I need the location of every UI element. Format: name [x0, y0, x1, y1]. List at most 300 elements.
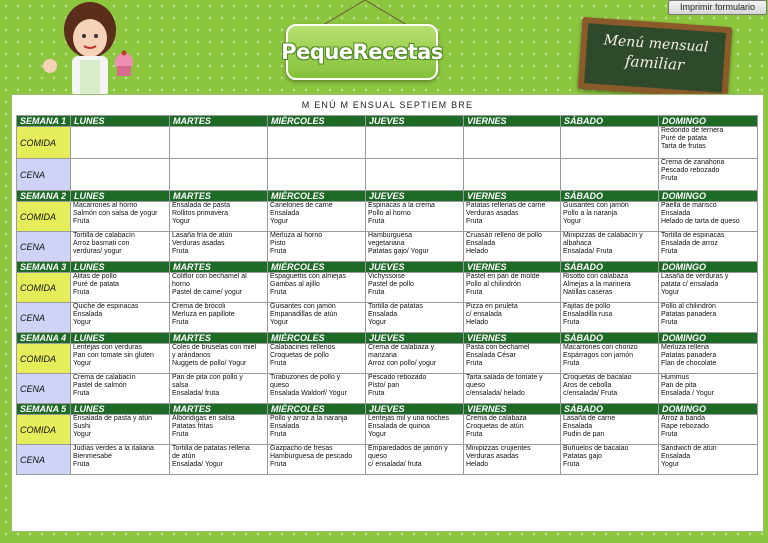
dish-line: Merluza al horno: [270, 232, 323, 239]
dish-line: Pan con tomate sin gluten: [73, 352, 154, 359]
dish-line: Yogur: [73, 360, 92, 367]
dish-line: Pescado rebozado: [368, 374, 427, 381]
dish-line: Flan de chocolate: [661, 360, 717, 367]
menu-cell[interactable]: [170, 127, 268, 159]
menu-cell[interactable]: [561, 159, 659, 191]
menu-cell[interactable]: [71, 159, 170, 191]
dish-line: Crema de brócoli: [172, 303, 226, 310]
week-label: SEMANA 1: [17, 116, 71, 127]
dish-line: Helado: [466, 319, 489, 326]
menu-cell[interactable]: [464, 202, 561, 232]
dish-line: Fruta: [661, 248, 678, 255]
dish-line: c/ensalada/ Fruta: [563, 390, 618, 397]
dish-line: manzana: [368, 352, 397, 359]
dish-line: Fruta: [270, 248, 287, 255]
dish-line: Fruta: [270, 431, 287, 438]
dish-line: queso: [368, 453, 388, 460]
menu-cell[interactable]: [366, 232, 464, 262]
dish-line: Crema de calabacín: [73, 374, 136, 381]
menu-cell[interactable]: [464, 159, 561, 191]
dish-line: Bienmesabe: [73, 453, 112, 460]
week-header-row: [17, 404, 758, 415]
week-header-row: [17, 262, 758, 273]
dish-line: Fruta: [563, 360, 580, 367]
menu-cell[interactable]: [170, 445, 268, 475]
dish-line: Ensalada/ Fruta: [563, 248, 613, 255]
dish-line: Arroz basmati con: [73, 240, 130, 247]
menu-cell[interactable]: [366, 202, 464, 232]
dish-line: Yogur: [661, 289, 680, 296]
dish-line: Crema de calabaza: [466, 415, 527, 422]
day-header: LUNES: [71, 262, 170, 273]
dish-line: Ensalada: [368, 311, 398, 318]
dish-line: Cruasán relleno de pollo: [466, 232, 542, 239]
dish-line: Tarta salada de tomate y: [466, 374, 543, 381]
dish-line: Vichyssoise: [368, 273, 405, 280]
menu-cell[interactable]: [71, 232, 170, 262]
dish-line: c/ ensalada: [466, 311, 502, 318]
dish-line: Empanadillas de atún: [270, 311, 338, 318]
menu-cell[interactable]: [464, 273, 561, 303]
day-header: JUEVES: [366, 191, 464, 202]
dish-line: Pescado rebozado: [661, 167, 720, 174]
menu-cell[interactable]: [659, 159, 758, 191]
dish-line: Ensaladilla rusa: [563, 311, 613, 318]
dish-line: Lentejas mil y una noches: [368, 415, 449, 422]
day-header: VIERNES: [464, 333, 561, 344]
menu-cell[interactable]: [170, 344, 268, 374]
menu-cell[interactable]: [170, 374, 268, 404]
dish-line: Natillas caseras: [563, 289, 613, 296]
menu-cell[interactable]: [366, 303, 464, 333]
logo-text: PequeRecetas: [281, 40, 443, 64]
dish-line: y arándanos: [172, 352, 211, 359]
dish-line: Ensalada Waldorf/ Yogur: [270, 390, 347, 397]
dish-line: Rollitos primavera: [172, 210, 229, 217]
menu-cell[interactable]: [464, 303, 561, 333]
dish-line: Ensalada de arroz: [661, 240, 718, 247]
menu-cell[interactable]: [71, 374, 170, 404]
dish-line: Fruta: [73, 461, 90, 468]
dish-line: Patatas panadera: [661, 352, 717, 359]
dish-line: queso: [466, 382, 486, 389]
dish-line: Lentejas con verduras: [73, 344, 142, 351]
menu-cell[interactable]: [170, 303, 268, 333]
dish-line: Croquetas de bacalao: [563, 374, 632, 381]
dish-line: Merluza rellena: [661, 344, 709, 351]
dish-line: Pisto/ pan: [368, 382, 400, 389]
menu-cell[interactable]: [561, 202, 659, 232]
dish-line: Pollo a la naranja: [563, 210, 618, 217]
dish-line: Yogur: [73, 431, 92, 438]
dish-line: Yogur: [270, 218, 289, 225]
dish-line: Tortilla de espinacas: [661, 232, 725, 239]
dish-line: Ensalada / Yogur: [661, 390, 714, 397]
dish-line: Ensalada: [661, 210, 691, 217]
dish-line: Pan de pita con pollo y: [172, 374, 243, 381]
menu-cell[interactable]: [366, 445, 464, 475]
dish-line: Puré de patata: [661, 135, 707, 142]
dish-line: Arroz con pollo/ yogur: [368, 360, 437, 367]
lunch-row: [17, 273, 758, 303]
dish-line: Fruta: [172, 431, 189, 438]
dish-line: Fruta: [466, 289, 483, 296]
week-label: SEMANA 5: [17, 404, 71, 415]
dish-line: Gazpacho de fresas: [270, 445, 333, 452]
dish-line: patata c/ ensalada: [661, 281, 719, 288]
dish-line: Ensalada/ Yogur: [172, 461, 223, 468]
menu-cell[interactable]: [268, 445, 366, 475]
day-header: JUEVES: [366, 333, 464, 344]
day-header: LUNES: [71, 191, 170, 202]
dish-line: Fajitas de pollo: [563, 303, 611, 310]
dish-line: Pastel de salmón: [73, 382, 127, 389]
dish-line: Fruta: [661, 175, 678, 182]
day-header: VIERNES: [464, 404, 561, 415]
week-label: SEMANA 4: [17, 333, 71, 344]
dish-line: Tortilla de patatas: [368, 303, 423, 310]
dish-line: Fruta: [172, 248, 189, 255]
menu-cell[interactable]: [366, 344, 464, 374]
dinner-row: [17, 374, 758, 404]
chef-illustration: [28, 0, 148, 97]
day-header: SÁBADO: [561, 404, 659, 415]
day-header: VIERNES: [464, 116, 561, 127]
dish-line: Macarrones al horno: [73, 202, 138, 209]
dish-line: Ensalada: [270, 210, 300, 217]
menu-cell[interactable]: [366, 374, 464, 404]
dish-line: Helado: [466, 248, 489, 255]
menu-cell[interactable]: [464, 232, 561, 262]
menu-cell[interactable]: [561, 127, 659, 159]
menu-cell[interactable]: [659, 303, 758, 333]
dish-line: Espárragos con jamón: [563, 352, 634, 359]
dish-line: Ensalada de quinoa: [368, 423, 430, 430]
lunch-row: [17, 202, 758, 232]
dish-line: Patatas fritas: [172, 423, 213, 430]
week-label: SEMANA 3: [17, 262, 71, 273]
dish-line: horno: [172, 281, 190, 288]
menu-cell[interactable]: [659, 273, 758, 303]
dish-line: Albóndigas en salsa: [172, 415, 235, 422]
dish-line: Hamburguesa de pescado: [270, 453, 353, 460]
dish-line: Yogur: [73, 319, 92, 326]
dish-line: vegetariana: [368, 240, 405, 247]
dish-line: Hummus: [661, 374, 690, 381]
dish-line: Alitas de pollo: [73, 273, 117, 280]
day-header: DOMINGO: [659, 333, 758, 344]
dish-line: verduras/ yogur: [73, 248, 122, 255]
dish-line: Sándwich de atún: [661, 445, 717, 452]
menu-cell[interactable]: [366, 415, 464, 445]
dish-line: Ensalada: [466, 240, 496, 247]
day-header: LUNES: [71, 116, 170, 127]
menu-cell[interactable]: [659, 232, 758, 262]
dish-line: Yogur: [270, 319, 289, 326]
day-header: DOMINGO: [659, 262, 758, 273]
dinner-row-label: CENA: [17, 374, 71, 404]
week-header-row: [17, 333, 758, 344]
menu-cell[interactable]: [71, 344, 170, 374]
dish-line: Sushi: [73, 423, 91, 430]
day-header: SÁBADO: [561, 333, 659, 344]
monthly-menu-table: [16, 115, 758, 475]
menu-cell[interactable]: [659, 202, 758, 232]
dish-line: Guisantes con jamón: [270, 303, 336, 310]
lunch-row: [17, 344, 758, 374]
day-header: DOMINGO: [659, 116, 758, 127]
dish-line: Rape rebozado: [661, 423, 709, 430]
dish-line: Patatas gajo/ Yogur: [368, 248, 429, 255]
menu-cell[interactable]: [268, 202, 366, 232]
menu-cell[interactable]: [464, 445, 561, 475]
print-form-button[interactable]: Imprimir formulario: [668, 0, 767, 15]
day-header: MARTES: [170, 116, 268, 127]
dish-line: Crema de calabaza y: [368, 344, 435, 351]
dish-line: Aros de cebolla: [563, 382, 612, 389]
menu-cell[interactable]: [170, 273, 268, 303]
menu-cell[interactable]: [561, 344, 659, 374]
dish-line: albahaca: [563, 240, 592, 247]
menu-cell[interactable]: [268, 415, 366, 445]
blackboard-line-2: familiar: [624, 51, 685, 75]
day-header: MIÉRCOLES: [268, 262, 366, 273]
dish-line: Helado de tarta de queso: [661, 218, 740, 225]
dish-line: Pastel de carne/ yogur: [172, 289, 243, 296]
dish-line: Fruta: [368, 289, 385, 296]
menu-cell[interactable]: [366, 127, 464, 159]
dish-line: Macarrones con chorizo: [563, 344, 638, 351]
menu-cell[interactable]: [170, 415, 268, 445]
day-header: LUNES: [71, 404, 170, 415]
dish-line: Fruta: [563, 461, 580, 468]
dish-line: Ensalada/ fruta: [172, 390, 220, 397]
dish-line: Salmón con salsa de yogur: [73, 210, 158, 217]
dish-line: Yogur: [368, 431, 387, 438]
dish-line: Patatas panadera: [661, 311, 717, 318]
dish-line: Fruta: [270, 360, 287, 367]
dish-line: Patatas rellenas de carne: [466, 202, 546, 209]
menu-cell[interactable]: [71, 127, 170, 159]
dish-line: Coliflor con bechamel al: [172, 273, 247, 280]
dish-line: Buñuelos de bacalao: [563, 445, 629, 452]
dish-line: Espaguettis con almejas: [270, 273, 346, 280]
lunch-row-label: COMIDA: [17, 127, 71, 159]
dish-line: Lasaña de verduras y: [661, 273, 729, 280]
menu-blackboard-sign: [578, 17, 733, 99]
dish-line: Paella de marisco: [661, 202, 717, 209]
dinner-row-label: CENA: [17, 232, 71, 262]
menu-cell[interactable]: [659, 127, 758, 159]
menu-cell[interactable]: [659, 445, 758, 475]
dish-line: Fruta: [661, 319, 678, 326]
dish-line: Pisto: [270, 240, 286, 247]
lunch-row-label: COMIDA: [17, 202, 71, 232]
dish-line: Fruta: [466, 360, 483, 367]
dinner-row: [17, 232, 758, 262]
dinner-row-label: CENA: [17, 159, 71, 191]
menu-cell[interactable]: [561, 303, 659, 333]
dish-line: Ensalada: [270, 423, 300, 430]
dish-line: de atún: [172, 453, 196, 460]
dish-line: Verduras asadas: [466, 210, 519, 217]
menu-cell[interactable]: [561, 445, 659, 475]
day-header: SÁBADO: [561, 116, 659, 127]
dinner-row-label: CENA: [17, 303, 71, 333]
dish-line: Judías verdes a la italiana: [73, 445, 154, 452]
dish-line: Hamburguesa: [368, 232, 412, 239]
dish-line: Tarta de frutas: [661, 143, 706, 150]
week-header-row: [17, 116, 758, 127]
dish-line: Pudin de pan: [563, 431, 605, 438]
menu-cell[interactable]: [268, 232, 366, 262]
day-header: MARTES: [170, 404, 268, 415]
menu-cell[interactable]: [268, 303, 366, 333]
dish-line: Yogur: [661, 461, 680, 468]
dish-line: Fruta: [368, 390, 385, 397]
menu-cell[interactable]: [268, 344, 366, 374]
menu-cell[interactable]: [71, 273, 170, 303]
dish-line: Crema de zanahoria: [661, 159, 725, 166]
menu-cell[interactable]: [71, 415, 170, 445]
menu-cell[interactable]: [561, 232, 659, 262]
menu-cell[interactable]: [659, 344, 758, 374]
dish-line: c/ensalada/ helado: [466, 390, 525, 397]
dish-line: Yogur: [563, 218, 582, 225]
day-header: MIÉRCOLES: [268, 191, 366, 202]
dish-line: Ensalada de pasta: [172, 202, 230, 209]
dish-line: Pollo y arroz a la naranja: [270, 415, 348, 422]
menu-cell[interactable]: [561, 273, 659, 303]
menu-cell[interactable]: [659, 374, 758, 404]
dish-line: c/ ensalada/ fruta: [368, 461, 422, 468]
menu-cell[interactable]: [464, 415, 561, 445]
blackboard-line-1: Menú mensual: [603, 32, 709, 56]
week-header-row: [17, 191, 758, 202]
day-header: JUEVES: [366, 116, 464, 127]
menu-cell[interactable]: [464, 344, 561, 374]
dish-line: Fruta: [270, 289, 287, 296]
dish-line: Espinacas a la crema: [368, 202, 435, 209]
dish-line: Pastel de pollo: [368, 281, 414, 288]
dish-line: Pasta con bechamel: [466, 344, 530, 351]
menu-title: M ENÚ M ENSUAL SEPTIEM BRE: [301, 100, 474, 110]
menu-cell[interactable]: [170, 232, 268, 262]
day-header: MIÉRCOLES: [268, 333, 366, 344]
dish-line: Tortilla de patatas rellena: [172, 445, 250, 452]
dish-line: Calabacines rellenos: [270, 344, 335, 351]
dish-line: Arroz a banda: [661, 415, 705, 422]
dish-line: Fruta: [368, 218, 385, 225]
dish-line: Fruta: [661, 431, 678, 438]
day-header: DOMINGO: [659, 404, 758, 415]
dish-line: Fruta: [466, 218, 483, 225]
menu-cell[interactable]: [268, 273, 366, 303]
menu-cell[interactable]: [659, 415, 758, 445]
dish-line: Almejas a la marinera: [563, 281, 631, 288]
day-header: JUEVES: [366, 404, 464, 415]
dish-line: Croquetas de pollo: [270, 352, 329, 359]
dish-line: Lasaña fría de atún: [172, 232, 233, 239]
day-header: SÁBADO: [561, 191, 659, 202]
day-header: MIÉRCOLES: [268, 404, 366, 415]
menu-cell[interactable]: [366, 159, 464, 191]
dinner-row: [17, 159, 758, 191]
dish-line: Fruta: [73, 218, 90, 225]
dish-line: Pollo al horno: [368, 210, 411, 217]
dish-line: Guisantes con jamón: [563, 202, 629, 209]
dish-line: Pan de pita: [661, 382, 697, 389]
day-header: VIERNES: [464, 262, 561, 273]
dish-line: Gambas al ajillo: [270, 281, 320, 288]
menu-cell[interactable]: [464, 127, 561, 159]
menu-form-panel: [11, 94, 764, 532]
dinner-row-label: CENA: [17, 445, 71, 475]
day-header: DOMINGO: [659, 191, 758, 202]
dish-line: Pastel en pan de molde: [466, 273, 540, 280]
menu-cell[interactable]: [561, 374, 659, 404]
dish-line: Minipizzas de calabacín y: [563, 232, 643, 239]
dish-line: Ensalada: [73, 311, 103, 318]
dinner-row: [17, 303, 758, 333]
menu-cell[interactable]: [464, 374, 561, 404]
dish-line: Fruta: [563, 319, 580, 326]
day-header: VIERNES: [464, 191, 561, 202]
dish-line: Nuggets de pollo/ Yogur: [172, 360, 247, 367]
dish-line: Fruta: [466, 431, 483, 438]
dish-line: Pollo al chilindrón: [661, 303, 716, 310]
dish-line: Fruta: [270, 461, 287, 468]
day-header: JUEVES: [366, 262, 464, 273]
dish-line: Verduras asadas: [466, 453, 519, 460]
dish-line: Ensalada de pasta y atún: [73, 415, 153, 422]
menu-cell[interactable]: [366, 273, 464, 303]
day-header: MARTES: [170, 333, 268, 344]
dish-line: Minipizzas crujientes: [466, 445, 531, 452]
menu-cell[interactable]: [71, 303, 170, 333]
menu-cell[interactable]: [268, 159, 366, 191]
day-header: MARTES: [170, 191, 268, 202]
day-header: MARTES: [170, 262, 268, 273]
week-label: SEMANA 2: [17, 191, 71, 202]
dish-line: Redondo de ternera: [661, 127, 724, 134]
dish-line: Fruta: [73, 390, 90, 397]
dish-line: Risotto con calabaza: [563, 273, 628, 280]
lunch-row-label: COMIDA: [17, 415, 71, 445]
dish-line: Patatas gajo: [563, 453, 602, 460]
lunch-row-label: COMIDA: [17, 344, 71, 374]
menu-cell[interactable]: [71, 202, 170, 232]
dish-line: Emparedados de jamón y: [368, 445, 448, 452]
dish-line: Coles de bruselas con miel: [172, 344, 257, 351]
dish-line: Pollo al chilindrón: [466, 281, 521, 288]
dish-line: Ensalada: [661, 453, 691, 460]
day-header: MIÉRCOLES: [268, 116, 366, 127]
dish-line: salsa: [172, 382, 189, 389]
menu-cell[interactable]: [71, 445, 170, 475]
site-logo[interactable]: [281, 24, 443, 80]
menu-cell[interactable]: [170, 159, 268, 191]
menu-cell[interactable]: [268, 374, 366, 404]
dish-line: Helado: [466, 461, 489, 468]
day-header: LUNES: [71, 333, 170, 344]
dish-line: Yogur: [172, 218, 191, 225]
menu-cell[interactable]: [268, 127, 366, 159]
menu-cell[interactable]: [561, 415, 659, 445]
dish-line: Pizza en piruleta: [466, 303, 518, 310]
menu-cell[interactable]: [170, 202, 268, 232]
lunch-row-label: COMIDA: [17, 273, 71, 303]
